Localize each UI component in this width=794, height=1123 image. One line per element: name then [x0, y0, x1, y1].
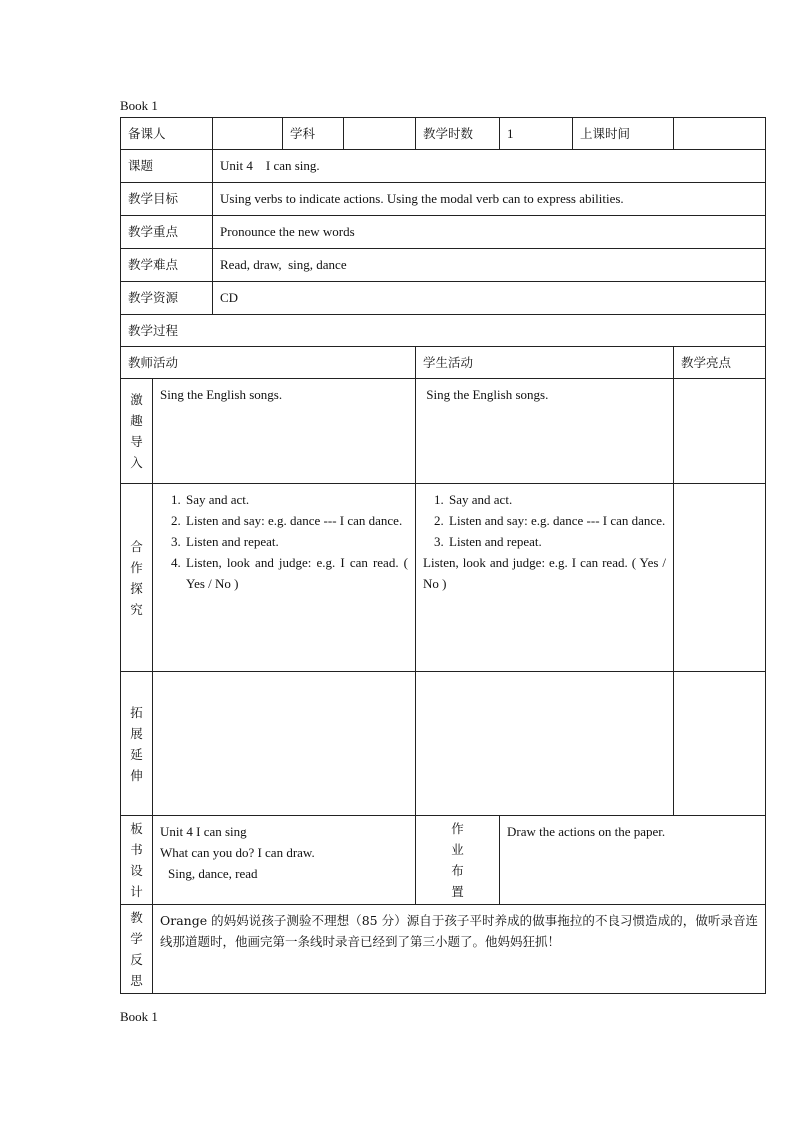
board-label-char: 计 — [130, 884, 143, 899]
resource-label: 教学资源 — [121, 282, 213, 315]
key-point-row — [121, 216, 766, 249]
goal-value: Using verbs to indicate actions. Using the modal verb can to express abilities. — [213, 183, 766, 216]
warmup-label — [121, 379, 153, 484]
hours-value: 1 — [500, 118, 573, 150]
resource-row — [121, 282, 766, 315]
explore-student-item: 1. Say and act. — [447, 489, 666, 510]
preparer-value — [213, 118, 283, 150]
reflection-label-char: 反 — [130, 952, 143, 967]
explore-student — [416, 484, 674, 672]
process-label: 教学过程 — [121, 315, 766, 347]
warmup-label-char: 趣 — [130, 413, 143, 428]
warmup-label-char: 导 — [130, 434, 143, 449]
extend-highlight — [674, 672, 766, 816]
subject-label: 学科 — [283, 118, 344, 150]
warmup-student: Sing the English songs. — [416, 379, 674, 484]
goal-row — [121, 183, 766, 216]
explore-label-char: 探 — [130, 580, 143, 596]
difficulty-row — [121, 249, 766, 282]
reflection-label — [121, 905, 153, 994]
reflection-label-char: 学 — [130, 931, 143, 946]
topic-row — [121, 150, 766, 183]
hours-label: 教学时数 — [416, 118, 500, 150]
warmup-row — [121, 379, 766, 484]
board-label — [121, 816, 153, 905]
homework-label-char: 业 — [451, 842, 464, 857]
explore-student-item: 3. Listen and repeat. — [447, 531, 666, 552]
difficulty-value: Read, draw, sing, dance — [213, 249, 766, 282]
process-row — [121, 315, 766, 347]
extend-label-char: 延 — [130, 746, 143, 762]
board-row — [121, 816, 766, 905]
homework-label-char: 作 — [451, 821, 464, 836]
board-content — [153, 816, 416, 905]
extend-row — [121, 672, 766, 816]
highlight-header: 教学亮点 — [674, 347, 766, 379]
warmup-highlight — [674, 379, 766, 484]
board-label-char: 板 — [130, 821, 143, 836]
class-time-label: 上课时间 — [573, 118, 674, 150]
explore-teacher-item: 1. Say and act. — [184, 489, 408, 510]
board-line: What can you do? I can draw. — [160, 845, 315, 860]
goal-label: 教学目标 — [121, 183, 213, 216]
explore-label-char: 作 — [130, 559, 143, 575]
board-label-char: 设 — [130, 863, 143, 878]
explore-highlight — [674, 484, 766, 672]
explore-label — [121, 484, 153, 672]
lesson-plan-table — [120, 117, 766, 994]
explore-teacher-item: 2. Listen and say: e.g. dance --- I can dance. — [184, 510, 408, 531]
teacher-activity-header: 教师活动 — [121, 347, 416, 379]
explore-label-char: 究 — [130, 601, 143, 617]
extend-teacher — [153, 672, 416, 816]
board-label-char: 书 — [130, 842, 143, 857]
activity-header-row — [121, 347, 766, 379]
reflection-value: Orange 的妈妈说孩子测验不理想（85 分）源自于孩子平时养成的做事拖拉的不良习惯造成的，做听录音连线那道题时，他画完第一条线时录音已经到了第三小题了。他妈妈狂抓！ — [153, 905, 766, 994]
explore-student-extra: Listen, look and judge: e.g. I can read. ( Yes / No ) — [423, 555, 667, 591]
explore-label-char: 合 — [130, 538, 143, 554]
warmup-label-char: 入 — [130, 455, 143, 470]
difficulty-label: 教学难点 — [121, 249, 213, 282]
extend-label-char: 伸 — [130, 767, 143, 783]
subject-value — [344, 118, 416, 150]
resource-value: CD — [213, 282, 766, 315]
homework-label-char: 布 — [451, 863, 464, 878]
preparer-label: 备课人 — [121, 118, 213, 150]
reflection-label-char: 思 — [130, 973, 143, 988]
header-book-label: Book 1 — [120, 98, 158, 113]
info-row — [121, 118, 766, 150]
extend-label — [121, 672, 153, 816]
class-time-value — [674, 118, 766, 150]
reflection-row — [121, 905, 766, 994]
warmup-label-char: 激 — [130, 392, 143, 407]
explore-student-item: 2. Listen and say: e.g. dance --- I can dance. — [447, 510, 666, 531]
extend-label-char: 展 — [130, 725, 143, 741]
explore-teacher — [153, 484, 416, 672]
student-activity-header: 学生活动 — [416, 347, 674, 379]
explore-row — [121, 484, 766, 672]
board-line: Sing, dance, read — [168, 866, 258, 881]
homework-label — [416, 816, 500, 905]
board-line: Unit 4 I can sing — [160, 824, 247, 839]
warmup-teacher: Sing the English songs. — [153, 379, 416, 484]
explore-teacher-item: 4. Listen, look and judge: e.g. I can read. ( Yes / No ) — [184, 552, 408, 594]
footer-book-label: Book 1 — [120, 1009, 158, 1024]
topic-value: Unit 4 I can sing. — [213, 150, 766, 183]
reflection-label-char: 教 — [130, 910, 143, 925]
homework-value: Draw the actions on the paper. — [500, 816, 766, 905]
key-point-value: Pronounce the new words — [213, 216, 766, 249]
homework-label-char: 置 — [451, 884, 464, 899]
explore-teacher-item: 3. Listen and repeat. — [184, 531, 408, 552]
key-point-label: 教学重点 — [121, 216, 213, 249]
extend-student — [416, 672, 674, 816]
topic-label: 课题 — [121, 150, 213, 183]
extend-label-char: 拓 — [130, 704, 143, 720]
